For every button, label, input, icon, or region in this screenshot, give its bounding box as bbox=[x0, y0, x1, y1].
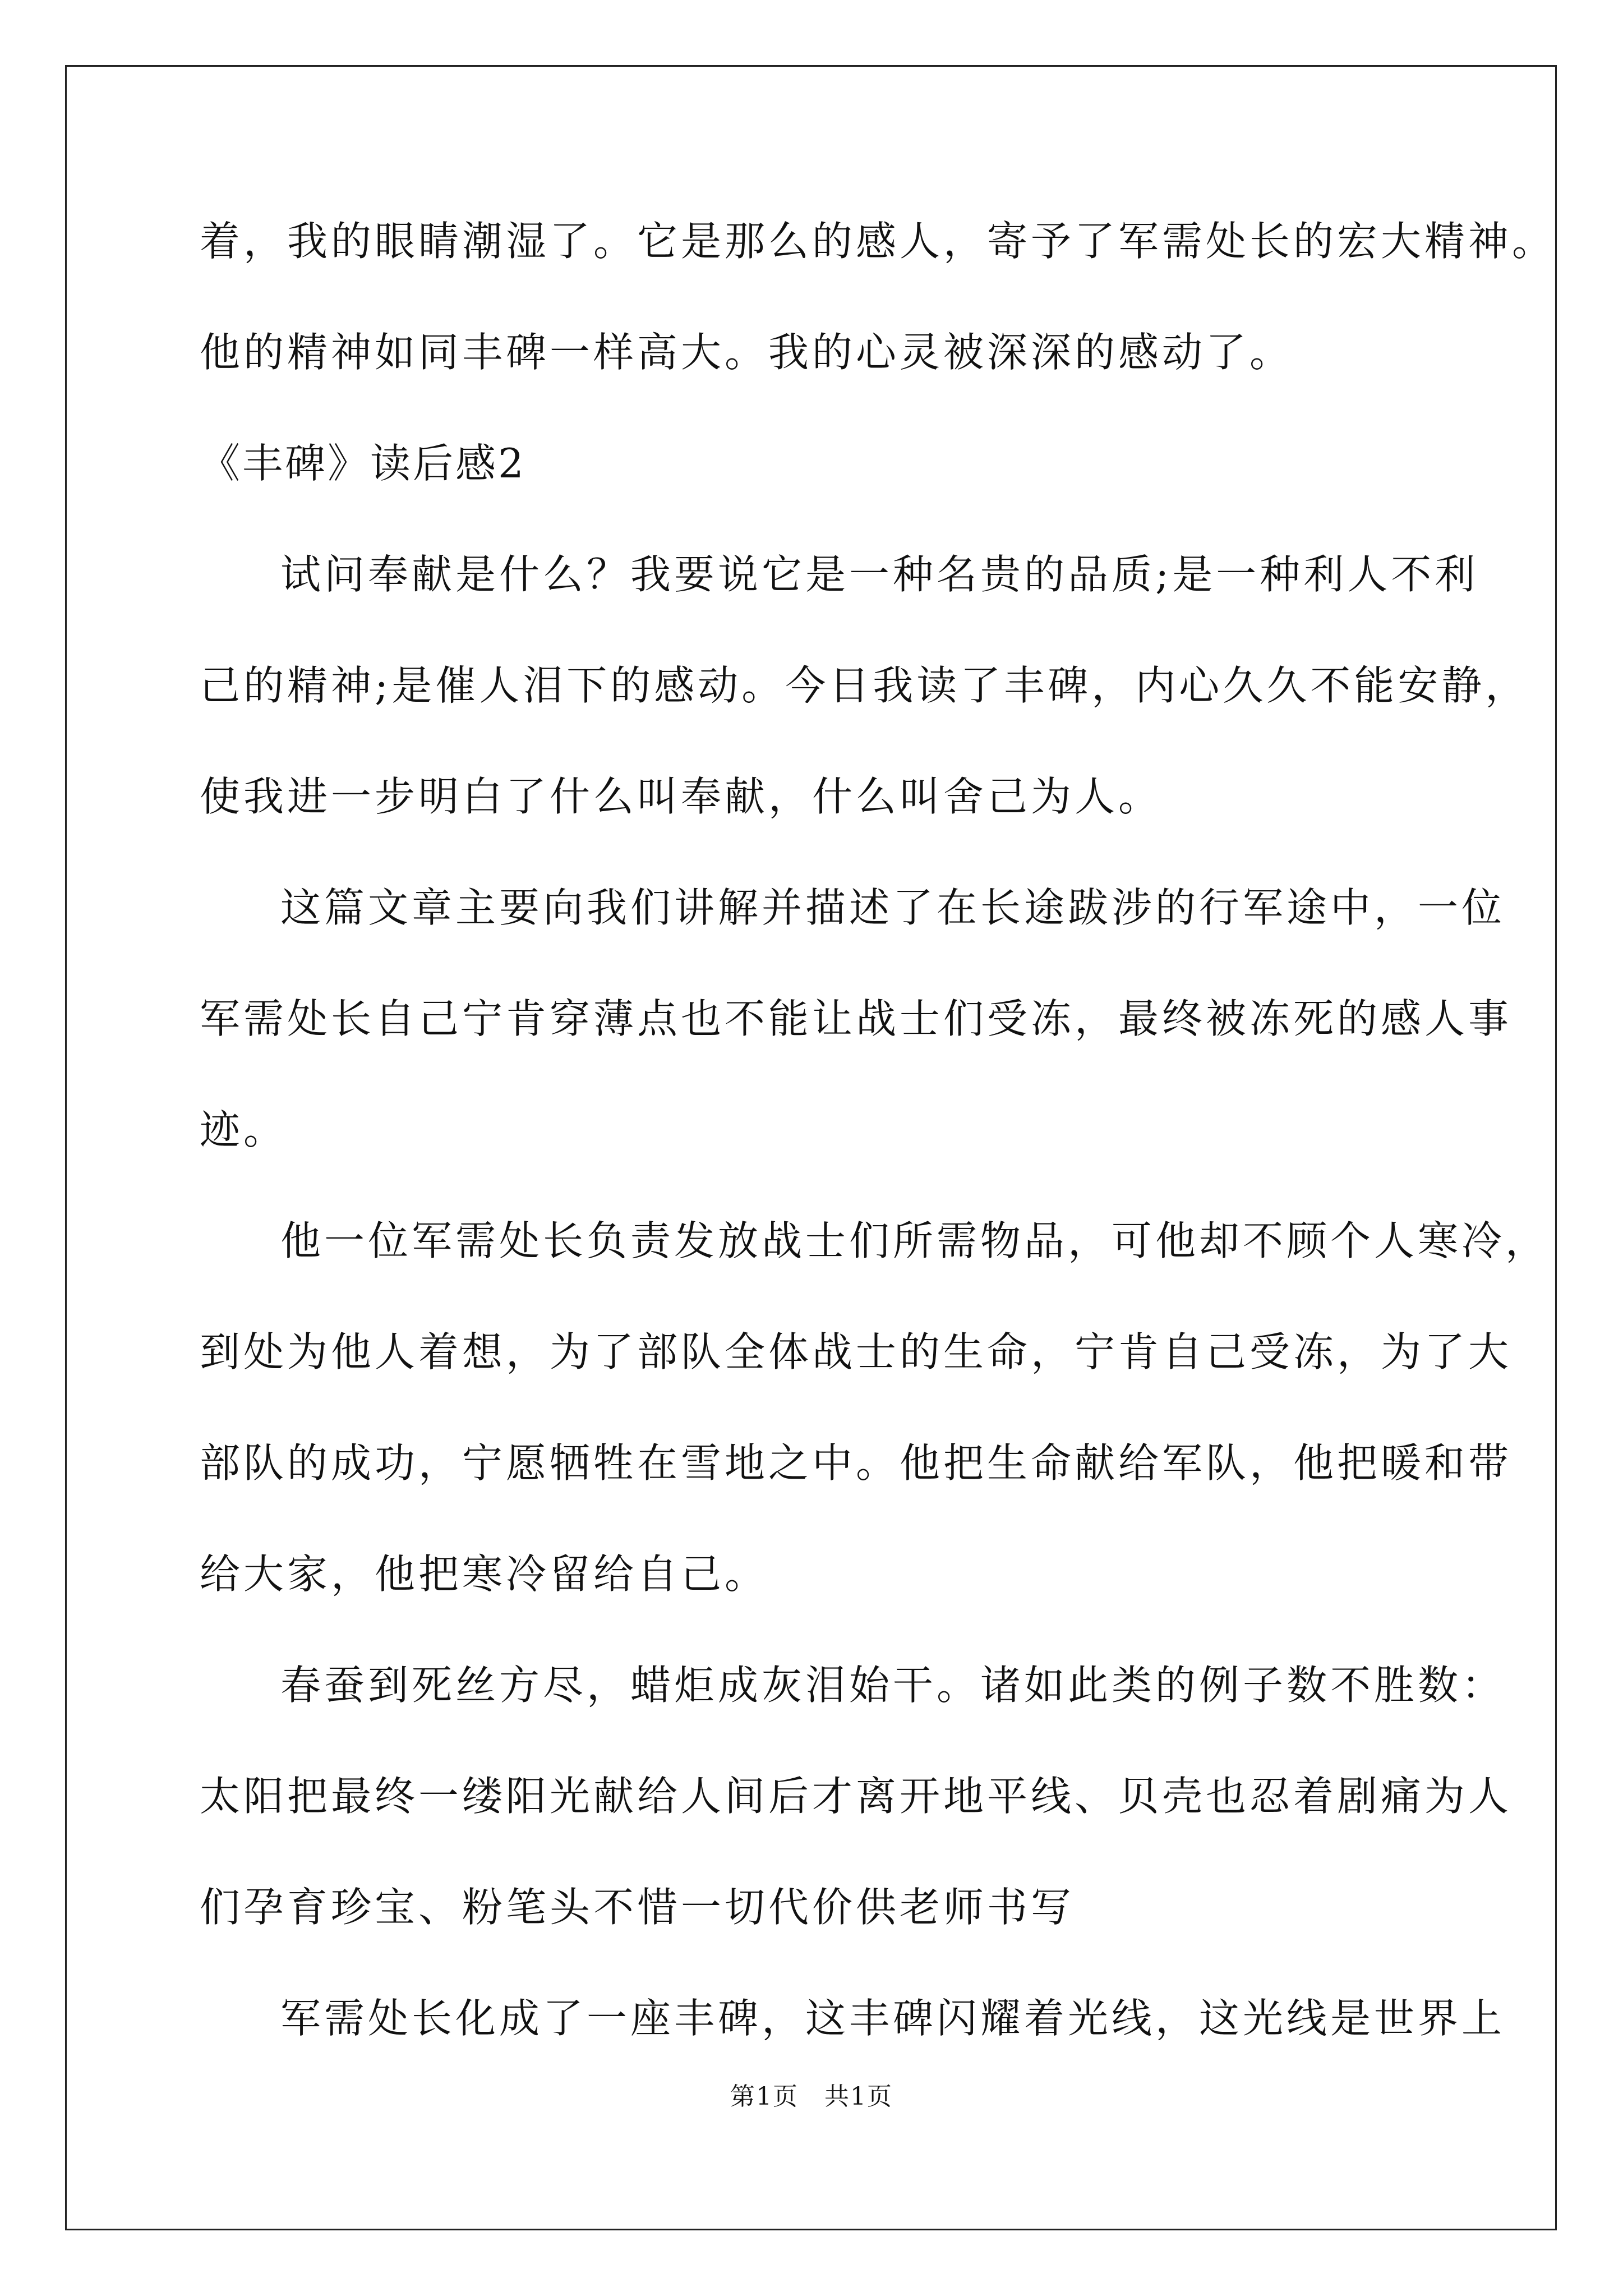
text-line: 试问奉献是什么？我要说它是一种名贵的品质;是一种利人不利 bbox=[280, 551, 1479, 598]
text-line: 部队的成功，宁愿牺牲在雪地之中。他把生命献给军队，他把暖和带 bbox=[200, 1439, 1513, 1487]
text-line: 迹。 bbox=[200, 1106, 288, 1153]
text-line: 他的精神如同丰碑一样高大。我的心灵被深深的感动了。 bbox=[200, 329, 1294, 376]
text-line: 们孕育珍宝、粉笔头不惜一切代价供老师书写 bbox=[200, 1884, 1075, 1931]
text-line: 到处为他人着想，为了部队全体战士的生命，宁肯自己受冻，为了大 bbox=[200, 1328, 1513, 1375]
section-heading: 《丰碑》读后感2 bbox=[200, 440, 526, 487]
text-line: 这篇文章主要向我们讲解并描述了在长途跋涉的行军途中，一位 bbox=[280, 884, 1506, 931]
document-body bbox=[200, 213, 1556, 2046]
text-line: 他一位军需处长负责发放战士们所需物品，可他却不顾个人寒冷， bbox=[280, 1217, 1550, 1264]
text-line: 太阳把最终一缕阳光献给人间后才离开地平线、贝壳也忍着剧痛为人 bbox=[200, 1773, 1513, 1820]
text-line: 春蚕到死丝方尽，蜡炬成灰泪始干。诸如此类的例子数不胜数： bbox=[280, 1662, 1506, 1709]
text-line: 使我进一步明白了什么叫奉献，什么叫舍己为人。 bbox=[200, 773, 1163, 820]
text-line: 军需处长化成了一座丰碑，这丰碑闪耀着光线，这光线是世界上 bbox=[280, 1995, 1506, 2042]
text-line: 着，我的眼睛潮湿了。它是那么的感人，寄予了军需处长的宏大精神。 bbox=[200, 218, 1556, 265]
page-footer: 第1页 共1页 bbox=[730, 2082, 893, 2111]
text-line: 己的精神;是催人泪下的感动。今日我读了丰碑，内心久久不能安静， bbox=[200, 662, 1529, 709]
text-line: 军需处长自己宁肯穿薄点也不能让战士们受冻，最终被冻死的感人事 bbox=[200, 995, 1513, 1042]
text-line: 给大家，他把寒冷留给自己。 bbox=[200, 1550, 769, 1598]
